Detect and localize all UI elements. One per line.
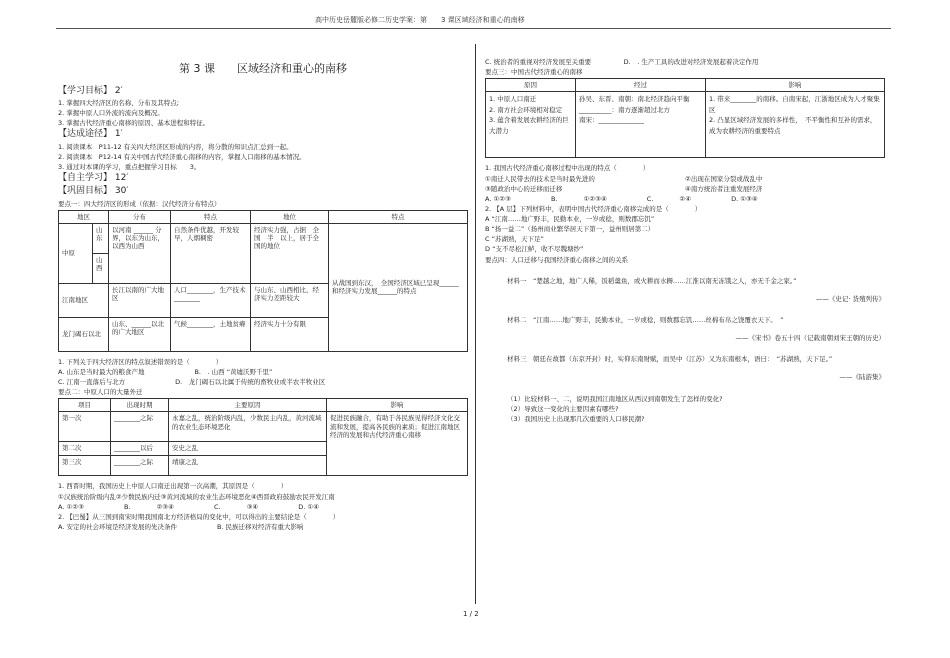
q5-option-d: D “支不尽松江鲈，收不尽魏塘纱”: [485, 245, 584, 254]
cell-north: 龙门碣石以北: [59, 317, 109, 351]
path-heading: 【达成途径】 1′: [58, 129, 123, 140]
subquestion-2: （2）导致这一变化的主要因素有哪些?: [507, 405, 619, 414]
th-status: 地位: [251, 210, 329, 223]
cell-effect: 促进民族融合，有助于各民族见得经济文化交流和发展，提高各民族的素质；促进江南地区经济的发展和古代经济重心南移: [327, 412, 468, 476]
th-impact: 影响: [706, 79, 885, 92]
cell-north-dist: 山东、______以北的广大地区: [109, 317, 171, 351]
cell-second: 第二次: [59, 442, 111, 456]
shift-table: [485, 78, 885, 158]
q4-item-2: ②出现在国家分裂或战乱中: [685, 174, 763, 183]
q4-option-a: A. ①②③: [485, 194, 511, 203]
cell-shandong: 山东: [93, 223, 109, 253]
q1-cd: [58, 378, 468, 386]
material-3: 材料三 朝廷在故都（东京开封）时，实仰东南财赋，而吴中（江苏）又为东南根本，语曰： “苏湖熟，天下足。”: [507, 354, 833, 363]
q3-option-cd: C. 统治者的重视对经济发展至关重要 D. . 生产工具的改进对经济发展起着决定作用: [485, 58, 759, 66]
q3-choices: [58, 523, 468, 531]
th-reason: 原因: [486, 79, 576, 92]
path-1: 1. 阅读课本 P11-12 有关四大经济区形成的内容，将分散的知识点汇总到一起。: [58, 142, 293, 151]
cell-shanxi: 山西: [93, 253, 109, 283]
cell-jiangnan: 江南地区: [59, 283, 109, 317]
column-divider: [475, 44, 476, 604]
cell-north-feature: 气候________，土地贫瘠: [171, 317, 251, 351]
material-2-source: ——《宋书》卷五十四（记载南朝刘宋王朝的历史）: [735, 333, 885, 342]
cell-third-time: ________之际: [111, 456, 169, 476]
cell-second-cause: 安史之乱: [169, 442, 327, 456]
cell-pattern-note: 从战国到东汉， 全国经济区域已呈现______和经济实力发展______的特点: [329, 223, 468, 351]
cell-first-time: ________之际: [111, 412, 169, 442]
q4-item-3: ③随政治中心的迁移而迁移: [485, 184, 563, 193]
migration-table: [58, 398, 468, 476]
q3-option-b: B. 民族迁移对经济有重大影响: [216, 522, 304, 531]
q4-option-b: B. ①②③④: [550, 194, 607, 203]
path-3: 3. 通过对本课的学习，重点把握学习目标 3。: [58, 162, 201, 171]
th-distribution: 分布: [109, 210, 171, 223]
material-1: 材料一 “楚越之地，地广人稀，饭稻羹鱼，或火耕而水耨……江淮以南无冻饿之人，亦无千金之家。”: [507, 276, 797, 285]
th-feature: 特点: [171, 210, 251, 223]
q4-option-c: C. ②④: [646, 194, 692, 203]
q2-option-a: A. ①②③: [58, 502, 84, 511]
question-2: 1. 西晋时期，我国历史上中原人口南迁出现第一次高潮，其原因是（ ）: [58, 482, 288, 491]
cell-zy-status: 经济实力强，占据 全国 半 以上，居于全国的地位: [251, 223, 329, 283]
cell-zy-feature: 自然条件优越，开发较早，人烟稠密: [171, 223, 251, 283]
q4-opt-12: [485, 175, 885, 183]
question-1: 1. 下列关于四大经济区的特点叙述错误的是（ ）: [58, 357, 223, 366]
cell-zhongyuan: 中原: [59, 223, 93, 283]
goal-1: 1. 掌握四大经济区的名称、分布及其特点;: [58, 99, 179, 107]
q5-option-c: C “苏湖熟，天下足”: [485, 235, 544, 244]
path-2: 2. 阅读课本 P12-14 有关中国古代经济重心南移的内容，掌握人口南移的基本情况。: [58, 152, 306, 161]
cell-process: 孙吴、东晋、南朝：南北经济趋向平衡 __________：南方逐渐超过北方 南宋：______________: [576, 92, 706, 158]
q5-option-b: B “扬一益二”（扬州商业繁华居天下第一，益州则居第二）: [485, 225, 655, 234]
consolidate-heading: 【巩固目标】 30′: [58, 186, 129, 197]
cell-reasons: 1. 中原人口南迁 2. 南方社会环境相对稳定 3. 蕴含着发展农耕经济的巨大潜力: [486, 92, 576, 158]
q1-ab: [58, 368, 468, 376]
cell-first: 第一次: [59, 412, 111, 442]
material-1-source: ——《史记· 货殖列传》: [815, 294, 885, 303]
question-5: 2. 【A 层】下列材料中，表明中国古代经济重心南移完成的是（ ）: [485, 204, 702, 213]
page-number: 1 / 2: [463, 610, 479, 618]
th-feature-2: 特点: [329, 210, 468, 223]
q2-option-c: C. ③④: [213, 502, 259, 511]
goal-heading: 【学习目标】 2′: [58, 85, 123, 96]
point-3: 要点三：中国古代经济重心的南移: [485, 68, 583, 77]
subquestion-3: （3）我国历史上出现那几次重要的人口移民潮?: [507, 415, 645, 424]
cell-second-time: ________以后: [111, 442, 169, 456]
point-1: 要点一：四大经济区的形成（依据：汉代经济分布特点）: [58, 199, 221, 208]
page-header: 高中历史岳麓版必修二历史学案：第 3 课区域经济和重心的南移: [315, 16, 525, 24]
cell-third: 第三次: [59, 456, 111, 476]
subquestion-1: （1）比较材料一、二，说明我国江南地区从西汉到南朝发生了怎样的变化?: [507, 395, 723, 404]
cell-zy-dist: 以河南 ______ 分界，以东为山东，以西为山西: [109, 223, 171, 283]
material-2: 材料二 “江南……地广野丰，民勤本业，一岁或稔，则数郡忘饥……丝棉布帛之饶覆衣天下。 ”: [507, 315, 784, 324]
q3-option-a: A. 安定的社会环境是经济发展的先决条件: [58, 522, 177, 531]
q1-option-b: B. . 山西 “黄墟沃野千里”: [194, 367, 273, 376]
goal-2: 2. 掌握中原人口外流的流向及概况。: [58, 109, 164, 118]
question-3: 2. 【巴蜀】从三国到南宋时期我国南北方经济格局的变化中，可以得出的主要结论是（ ）: [58, 512, 340, 521]
q2-option-d: D. ①④: [298, 502, 320, 511]
cell-third-cause: 靖康之乱: [169, 456, 327, 476]
question-4: 1. 我国古代经济重心南移过程中出现的特点（ ）: [485, 164, 650, 173]
cell-jn-status: 与山东、山西相比，经济实力差距较大: [251, 283, 329, 317]
cell-first-cause: 永嘉之乱，统治阶级内乱，少数民主内乱，黄河流域的农业生态环境恶化: [169, 412, 327, 442]
q1-option-a: A. 山东是当时最大的粮食产地: [58, 367, 145, 376]
goal-3: 3. 掌握古代经济重心南移的原因、基本进程和特征。: [58, 119, 210, 128]
q4-item-1: ①南迁人民带去的技术是当时最先进的: [485, 174, 595, 183]
material-3-source: ——《陆游集》: [839, 373, 885, 382]
cell-north-status: 经济实力十分有限: [251, 317, 329, 351]
q4-option-d: D. ①③④: [731, 194, 758, 203]
left-column: [58, 62, 468, 533]
q2-choices: [58, 503, 468, 511]
q1-option-c: C. 江南一直落后与北方: [58, 378, 126, 386]
th-process: 经过: [576, 79, 706, 92]
cell-jn-dist: 长江以南的广大地区: [109, 283, 171, 317]
th-period: 出现时期: [111, 399, 169, 412]
lesson-title: 第 3 课 区域经济和重心的南移: [179, 62, 347, 75]
q4-item-4: ④南方统治者注重发展经济: [685, 184, 763, 193]
cell-impact: 1. 带来________的南移。自南宋起，江浙地区成为人才聚集区 2. 凸显区域经济发展的多样性， 不平衡性和互补的需求，成为农耕经济的重要特点: [706, 92, 885, 158]
point-2: 要点二：中原人口的大量外迁: [58, 388, 143, 397]
header-rule: [56, 28, 891, 29]
th-cause: 主要原因: [169, 399, 327, 412]
q5-option-a: A “江南……地广野丰，民勤本业，一岁或稔，则数郡忘饥”: [485, 215, 655, 223]
regions-table: [58, 210, 468, 352]
th-item: 项目: [59, 399, 111, 412]
cell-jn-feature: 人口________，生产技术________: [171, 283, 251, 317]
self-study-heading: 【自主学习】 12′: [58, 173, 129, 183]
q1-option-d: D. 龙门碣石以北属于传统的畜牧业或半农半牧业区: [175, 378, 326, 386]
q4-opt-34: [485, 185, 885, 193]
th-effect: 影响: [327, 399, 468, 412]
point-4: 要点四：人口迁移与我国经济重心南移之间的关系: [485, 255, 628, 264]
q2-options-text: ①汉族统治阶级内乱②少数民族内迁③黄河流域的农业生态环境恶化④西晋政府鼓励农民开发江南: [58, 492, 335, 501]
th-region: 地区: [59, 210, 109, 223]
right-column: [485, 56, 885, 426]
q2-option-b: B. ②③④: [123, 502, 174, 511]
q4-choices: [485, 195, 885, 203]
